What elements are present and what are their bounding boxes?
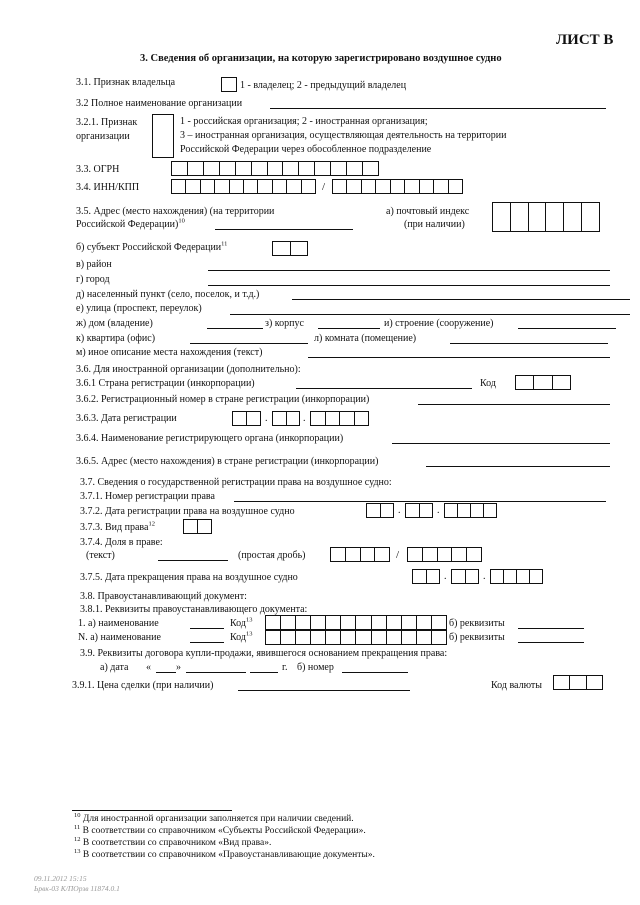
rights-date-year[interactable]	[444, 503, 497, 518]
rights-date-dot-2: .	[437, 505, 440, 516]
print-stamp-code: Ьрвк-03 К/ПОрзв 11874.0.1	[34, 884, 120, 893]
house-field[interactable]	[207, 328, 263, 329]
share-label: 3.7.4. Доля в праве:	[80, 537, 163, 548]
full-name-field[interactable]	[270, 108, 606, 109]
inn-kpp-slash: /	[322, 181, 326, 193]
contract-date-label: а) дата	[100, 662, 129, 673]
reg-date-label: 3.6.3. Дата регистрации	[76, 413, 177, 424]
doc-rowN-code-input[interactable]	[265, 630, 447, 645]
reg-authority-label: 3.6.4. Наименование регистрирующего органа (инкорпорации)	[76, 433, 344, 444]
org-sign-label-1: 3.2.1. Признак	[76, 117, 138, 128]
print-stamp-date: 09.11.2012 15:15	[34, 874, 87, 883]
doc-row1-name-field[interactable]	[190, 628, 224, 629]
foreign-org-title: 3.6. Для иностранной организации (дополнительно):	[76, 364, 301, 375]
doc-rowN-requisites-label: б) реквизиты	[449, 632, 505, 643]
owner-sign-options: 1 - владелец; 2 - предыдущий владелец	[240, 80, 407, 91]
org-sign-option-3: Российской Федерации через обособленное подразделение	[180, 144, 432, 155]
rights-date-month[interactable]	[405, 503, 433, 518]
contract-date-month-field[interactable]	[186, 672, 246, 673]
reg-date-day[interactable]	[232, 411, 261, 426]
currency-code-input[interactable]	[553, 675, 603, 690]
org-sign-option-1: 1 - российская организация; 2 - иностранная организация;	[180, 116, 428, 127]
room-field[interactable]	[450, 343, 608, 344]
apartment-label: к) квартира (офис)	[76, 333, 156, 344]
doc-rowN-name-label: N. а) наименование	[78, 632, 161, 643]
right-kind-label: 3.7.3. Вид права$^{12}$	[80, 520, 155, 533]
doc-rowN-code-label: Код$^{13}$	[230, 630, 253, 643]
rights-date-label: 3.7.2. Дата регистрации права на воздушное судно	[80, 506, 295, 517]
inn-input[interactable]	[171, 179, 316, 194]
share-fraction-slash: /	[396, 549, 400, 561]
rights-date-day[interactable]	[366, 503, 394, 518]
deal-price-label: 3.9.1. Цена сделки (при наличии)	[72, 680, 214, 691]
sheet-title: ЛИСТ В	[556, 32, 614, 48]
postal-code-label-2: (при наличии)	[404, 219, 465, 230]
country-code-input[interactable]	[515, 375, 571, 390]
rights-end-date-year[interactable]	[490, 569, 543, 584]
rights-end-date-label: 3.7.5. Дата прекращения права на воздушное судно	[80, 572, 298, 583]
city-label: г) город	[76, 274, 110, 285]
doc-row1-code-input[interactable]	[265, 615, 447, 630]
org-sign-label-2: организации	[76, 131, 130, 142]
rights-end-date-day[interactable]	[412, 569, 440, 584]
inn-kpp-label: 3.4. ИНН/КПП	[76, 182, 140, 193]
reg-date-year[interactable]	[310, 411, 369, 426]
share-numerator-input[interactable]	[330, 547, 390, 562]
share-denominator-input[interactable]	[407, 547, 482, 562]
rights-end-date-dot-2: .	[483, 571, 486, 582]
ogrn-label: 3.3. ОГРН	[76, 164, 120, 175]
subject-code-input[interactable]	[272, 241, 308, 256]
other-address-label: м) иное описание места нахождения (текст)	[76, 347, 263, 358]
owner-sign-box[interactable]	[221, 77, 237, 92]
address-label-2: Российской Федерации)$^{10}$	[76, 217, 185, 230]
rights-title: 3.7. Сведения о государственной регистрации права на воздушное судно:	[80, 477, 392, 488]
reg-date-month[interactable]	[272, 411, 300, 426]
address-field[interactable]	[215, 229, 353, 230]
contract-date-year-suffix: г.	[282, 662, 288, 673]
contract-date-quote-close: »	[176, 662, 181, 673]
building-label: и) строение (сооружение)	[384, 318, 494, 329]
reg-number-label: 3.6.2. Регистрационный номер в стране регистрации (инкорпорации)	[76, 394, 370, 405]
reg-country-label: 3.6.1 Страна регистрации (инкорпорации)	[76, 378, 255, 389]
reg-date-dot-1: .	[265, 413, 268, 424]
country-code-label: Код	[480, 378, 496, 389]
full-name-label: 3.2 Полное наименование организации	[76, 98, 243, 109]
contract-number-label: б) номер	[297, 662, 334, 673]
foreign-address-label: 3.6.5. Адрес (место нахождения) в стране регистрации (инкорпорации)	[76, 456, 379, 467]
address-label-1: 3.5. Адрес (место нахождения) (на территории	[76, 206, 275, 217]
corpus-field[interactable]	[318, 328, 380, 329]
building-field[interactable]	[518, 328, 616, 329]
apartment-field[interactable]	[190, 343, 308, 344]
share-fraction-label: (простая дробь)	[238, 550, 306, 561]
rights-end-date-dot-1: .	[444, 571, 447, 582]
other-address-field[interactable]	[308, 357, 610, 358]
footnote-12: $^{12}$ В соответствии со справочником «Вид права».	[74, 835, 272, 848]
contract-number-field[interactable]	[342, 672, 408, 673]
kpp-input[interactable]	[332, 179, 463, 194]
rights-number-field[interactable]	[234, 501, 606, 502]
footnote-11: $^{11}$ В соответствии со справочником «Субъекты Российской Федерации».	[74, 823, 366, 836]
district-label: в) район	[76, 259, 112, 270]
title-document-details-title: 3.8.1. Реквизиты правоустанавливающего документа:	[80, 604, 308, 615]
district-field[interactable]	[208, 270, 610, 271]
contract-date-quote-open: «	[146, 662, 151, 673]
postal-code-label-1: а) почтовый индекс	[386, 206, 470, 217]
owner-sign-label: 3.1. Признак владельца	[76, 77, 176, 88]
footnote-10: $^{10}$ Для иностранной организации заполняется при наличии сведений.	[74, 811, 354, 824]
section-title: 3. Сведения об организации, на которую зарегистрировано воздушное судно	[140, 53, 502, 64]
postal-code-input[interactable]	[492, 202, 600, 232]
doc-rowN-name-field[interactable]	[190, 642, 224, 643]
ogrn-input[interactable]	[171, 161, 379, 176]
settlement-label: д) населенный пункт (село, поселок, и т.д.)	[76, 289, 260, 300]
reg-authority-field[interactable]	[392, 443, 610, 444]
reg-date-dot-2: .	[303, 413, 306, 424]
doc-row1-code-label: Код$^{13}$	[230, 616, 253, 629]
footnote-13: $^{13}$ В соответствии со справочником «Правоустанавливающие документы».	[74, 847, 375, 860]
contract-title: 3.9. Реквизиты договора купли-продажи, явившегося основанием прекращения права:	[80, 648, 448, 659]
doc-rowN-requisites-field[interactable]	[518, 642, 584, 643]
reg-country-field[interactable]	[296, 388, 472, 389]
subject-label: б) субъект Российской Федерации$^{11}$	[76, 240, 228, 253]
street-field[interactable]	[230, 314, 630, 315]
right-kind-input[interactable]	[183, 519, 212, 534]
room-label: л) комната (помещение)	[314, 333, 417, 344]
footnote-separator	[72, 810, 232, 811]
doc-row1-requisites-field[interactable]	[518, 628, 584, 629]
title-document-title: 3.8. Правоустанавливающий документ:	[80, 591, 247, 602]
foreign-address-field[interactable]	[426, 466, 610, 467]
org-sign-box[interactable]	[152, 114, 174, 158]
rights-date-dot-1: .	[398, 505, 401, 516]
currency-code-label: Код валюты	[491, 680, 543, 691]
street-label: е) улица (проспект, переулок)	[76, 303, 202, 314]
settlement-field[interactable]	[292, 299, 630, 300]
house-label: ж) дом (владение)	[76, 318, 153, 329]
share-text-field[interactable]	[158, 560, 228, 561]
rights-end-date-month[interactable]	[451, 569, 479, 584]
city-field[interactable]	[208, 285, 610, 286]
rights-number-label: 3.7.1. Номер регистрации права	[80, 491, 215, 502]
corpus-label: з) корпус	[265, 318, 304, 329]
contract-date-year-field[interactable]	[250, 672, 278, 673]
doc-row1-name-label: 1. а) наименование	[78, 618, 159, 629]
deal-price-field[interactable]	[238, 690, 410, 691]
share-text-label: (текст)	[86, 550, 115, 561]
org-sign-option-2: 3 – иностранная организация, осуществляющая деятельность на территории	[180, 130, 507, 141]
doc-row1-requisites-label: б) реквизиты	[449, 618, 505, 629]
contract-date-day-field[interactable]	[156, 672, 176, 673]
reg-number-field[interactable]	[418, 404, 610, 405]
